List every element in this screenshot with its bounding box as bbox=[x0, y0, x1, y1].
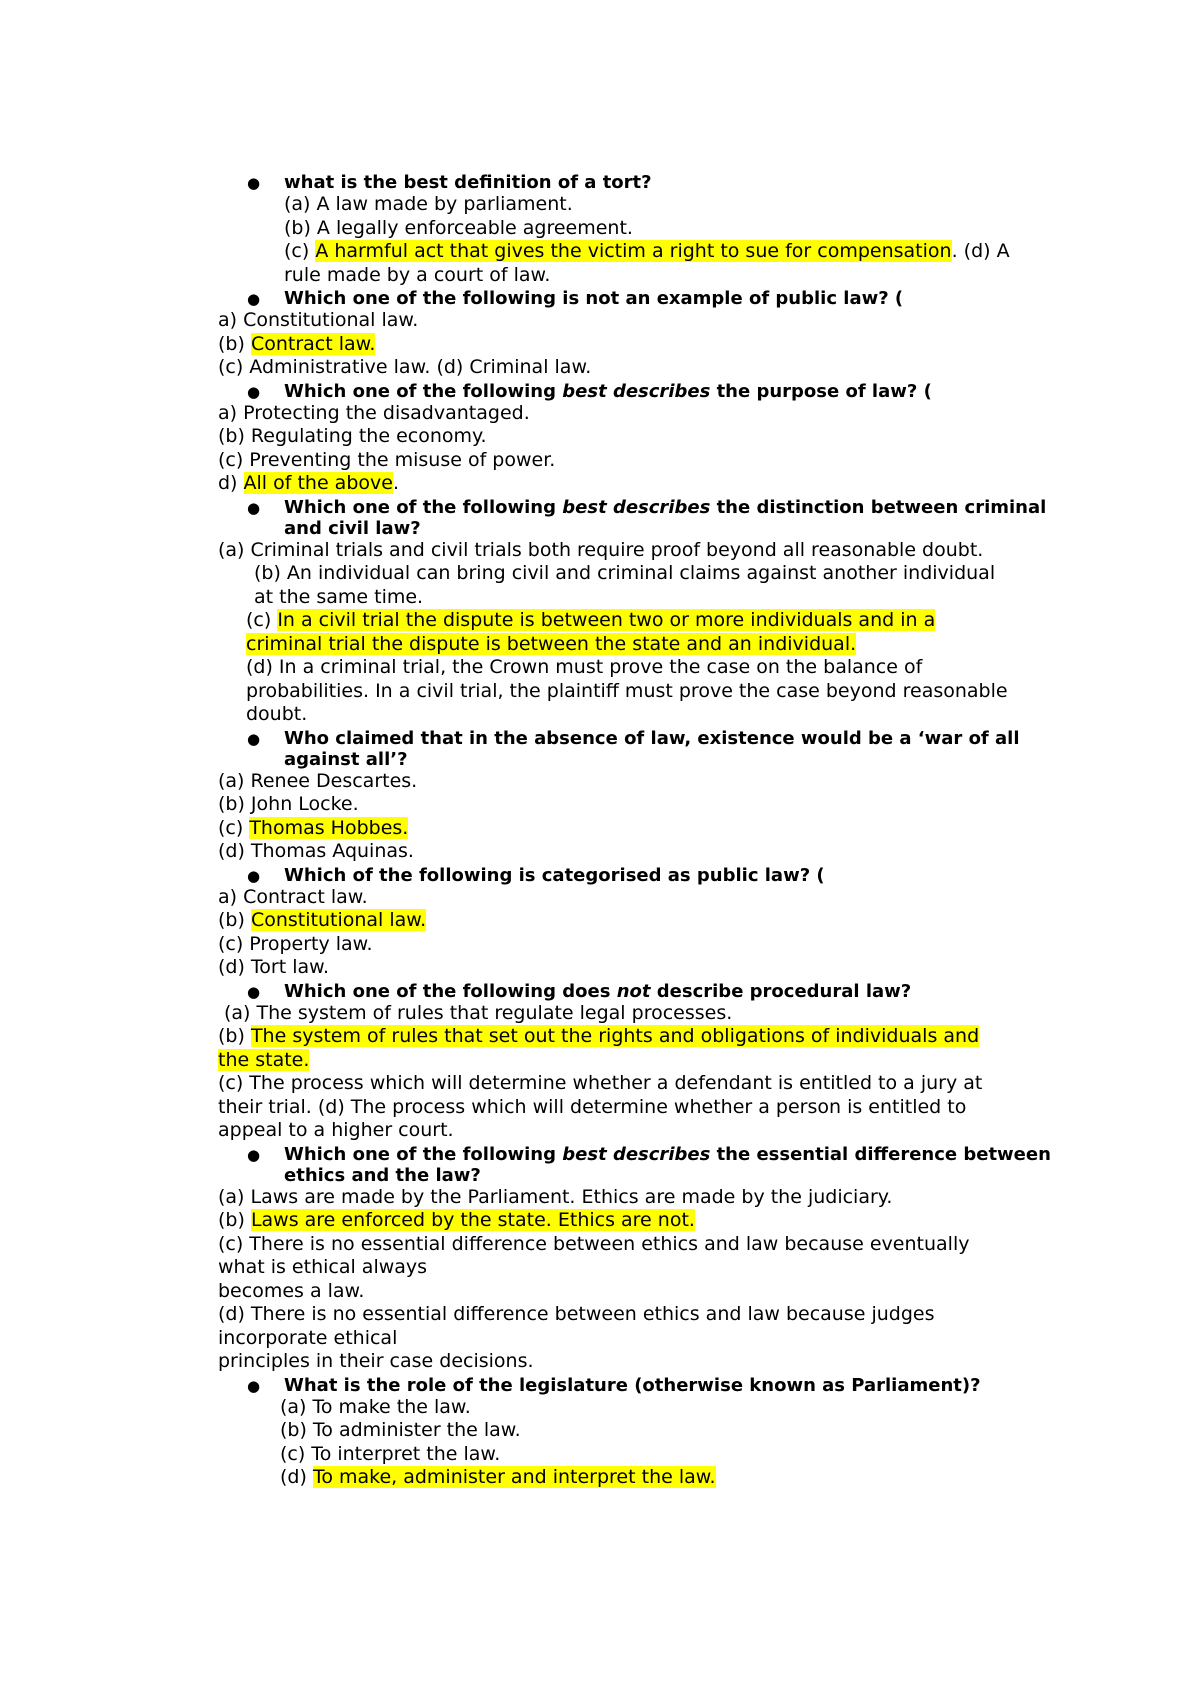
answer-c-cont: becomes a law. bbox=[218, 1279, 365, 1302]
bullet-icon: ● bbox=[247, 382, 261, 401]
answer-prefix: d) bbox=[218, 472, 244, 494]
question-text: Which of the following is categorised as public law? ( bbox=[284, 864, 825, 886]
answer-a: (a) To make the law. bbox=[280, 1395, 471, 1418]
answer-c: (c) To interpret the law. bbox=[280, 1442, 501, 1465]
question-text-end: describe procedural law? bbox=[650, 980, 912, 1002]
answer-a: (a) The system of rules that regulate legal processes. bbox=[224, 1001, 733, 1024]
highlighted-answer: Contract law. bbox=[250, 332, 376, 355]
highlighted-answer: the state. bbox=[218, 1048, 310, 1071]
question-text: Which one of the following is not an example of public law? ( bbox=[284, 288, 904, 309]
bullet-icon: ● bbox=[247, 1376, 261, 1395]
answer-b: (b) Regulating the economy. bbox=[218, 425, 487, 447]
answer-prefix: (d) bbox=[280, 1466, 313, 1488]
answer-b: (b) John Locke. bbox=[218, 793, 359, 815]
quiz-content bbox=[218, 172, 1068, 1490]
answer-c: (c) The process which will determine whether a defendant is entitled to a jury at bbox=[218, 1072, 983, 1094]
answer-c: (c) Property law. bbox=[218, 932, 373, 955]
question-text: what is the best definition of a tort? bbox=[284, 172, 652, 193]
question-6 bbox=[218, 865, 1068, 886]
highlighted-answer: A harmful act that gives the victim a right to sue for compensation bbox=[315, 240, 952, 262]
answer-a: a) Contract law. bbox=[218, 885, 368, 908]
answer-b bbox=[218, 1209, 1068, 1233]
answer-a: a) Constitutional law. bbox=[218, 309, 419, 331]
answer-d: (d) In a criminal trial, the Crown must prove the case on the balance of bbox=[246, 656, 923, 678]
highlighted-answer: The system of rules that set out the rights and obligations of individuals and bbox=[250, 1025, 980, 1047]
highlighted-answer: To make, administer and interpret the law. bbox=[312, 1466, 716, 1488]
answer-c-cont: what is ethical always bbox=[218, 1256, 428, 1278]
answer-b bbox=[218, 909, 1068, 933]
question-text-end: the purpose of law? ( bbox=[710, 380, 932, 402]
question-text: What is the role of the legislature (otherwise known as Parliament)? bbox=[284, 1374, 981, 1396]
answer-d-cont: principles in their case decisions. bbox=[218, 1350, 534, 1372]
answer-d-cont: doubt. bbox=[246, 703, 308, 725]
answer-c: (c) Preventing the misuse of power. bbox=[218, 448, 556, 471]
question-1 bbox=[218, 172, 1068, 193]
highlighted-answer: Thomas Hobbes. bbox=[249, 816, 409, 839]
bullet-icon: ● bbox=[247, 498, 261, 517]
answer-c bbox=[218, 817, 1068, 841]
answer-d: (d) There is no essential difference between ethics and law because judges bbox=[218, 1303, 935, 1325]
question-text: Which one of the following does bbox=[284, 980, 617, 1002]
question-8 bbox=[218, 1144, 1068, 1186]
highlighted-answer: All of the above bbox=[243, 472, 393, 494]
question-4 bbox=[218, 497, 1068, 539]
answer-b: (b) To administer the law. bbox=[280, 1419, 521, 1441]
answer-a: a) Protecting the disadvantaged. bbox=[218, 401, 530, 424]
answer-a: (a) Renee Descartes. bbox=[218, 769, 418, 792]
question-emphasis: best describes bbox=[562, 380, 711, 402]
question-3 bbox=[218, 381, 1068, 402]
answer-b: (b) A legally enforceable agreement. bbox=[284, 216, 633, 239]
question-9 bbox=[218, 1375, 1068, 1396]
answer-cd: (c) Administrative law. (d) Criminal law. bbox=[218, 356, 592, 378]
bullet-icon: ● bbox=[247, 982, 261, 1001]
answer-prefix: (b) bbox=[218, 1209, 251, 1231]
question-emphasis: best describes bbox=[562, 496, 711, 518]
answer-c bbox=[218, 609, 1068, 633]
answer-suffix: . (d) A bbox=[951, 240, 1010, 262]
answer-d-cont: probabilities. In a civil trial, the plaintiff must prove the case beyond reasonable bbox=[246, 679, 1008, 702]
answer-d: (d) Thomas Aquinas. bbox=[218, 840, 414, 862]
bullet-icon: ● bbox=[247, 1145, 261, 1164]
answer-a: (a) Criminal trials and civil trials both require proof beyond all reasonable doubt. bbox=[218, 538, 984, 561]
answer-b-cont: at the same time. bbox=[254, 585, 424, 608]
answer-prefix: (b) bbox=[218, 332, 251, 355]
answer-b-cont bbox=[218, 1049, 1068, 1073]
question-5 bbox=[218, 728, 1068, 770]
question-text: Who claimed that in the absence of law, existence would be a ‘war of all against all’? bbox=[284, 727, 1020, 770]
question-text-end: the essential difference between ethics and the law? bbox=[284, 1143, 1051, 1186]
question-text: Which one of the following bbox=[284, 1143, 563, 1165]
answer-prefix: (b) bbox=[218, 909, 251, 931]
bullet-icon: ● bbox=[247, 174, 261, 192]
question-emphasis: not bbox=[616, 980, 651, 1002]
highlighted-answer: Constitutional law. bbox=[250, 909, 427, 931]
question-7 bbox=[218, 981, 1068, 1002]
answer-a: (a) Laws are made by the Parliament. Ethics are made by the judiciary. bbox=[218, 1185, 893, 1208]
answer-suffix: . bbox=[392, 472, 399, 494]
answer-b bbox=[218, 1025, 1068, 1049]
question-emphasis: best describes bbox=[562, 1143, 711, 1165]
answer-d-cont: incorporate ethical bbox=[218, 1326, 398, 1349]
answer-d: (d) Tort law. bbox=[218, 956, 329, 978]
answer-a: (a) A law made by parliament. bbox=[284, 193, 573, 215]
bullet-icon: ● bbox=[247, 729, 261, 748]
highlighted-answer: criminal trial the dispute is between the state and an individual. bbox=[246, 632, 857, 655]
question-2 bbox=[218, 288, 1068, 309]
highlighted-answer: Laws are enforced by the state. Ethics are not. bbox=[250, 1209, 695, 1231]
answer-b: (b) An individual can bring civil and criminal claims against another individual bbox=[254, 562, 996, 584]
question-text-end: the distinction between criminal and civil law? bbox=[284, 496, 1047, 539]
answer-c-cont bbox=[218, 633, 1068, 657]
answer-prefix: (c) bbox=[246, 609, 278, 631]
answer-c-cont: their trial. (d) The process which will determine whether a person is entitled to bbox=[218, 1095, 967, 1118]
answer-b bbox=[218, 333, 1068, 357]
answer-d: rule made by a court of law. bbox=[284, 263, 551, 286]
bullet-icon: ● bbox=[247, 290, 261, 308]
answer-prefix: (b) bbox=[218, 1025, 251, 1047]
answer-prefix: (c) bbox=[284, 240, 316, 262]
question-text: Which one of the following bbox=[284, 496, 563, 518]
bullet-icon: ● bbox=[247, 866, 261, 885]
highlighted-answer: In a civil trial the dispute is between two or more individuals and in a bbox=[277, 609, 936, 631]
answer-c-cont: appeal to a higher court. bbox=[218, 1119, 454, 1141]
answer-c bbox=[218, 240, 1068, 264]
answer-c: (c) There is no essential difference between ethics and law because eventually bbox=[218, 1232, 970, 1255]
answer-d bbox=[218, 1466, 1068, 1490]
answer-prefix: (c) bbox=[218, 816, 250, 839]
answer-d bbox=[218, 472, 1068, 496]
question-text: Which one of the following bbox=[284, 380, 563, 402]
